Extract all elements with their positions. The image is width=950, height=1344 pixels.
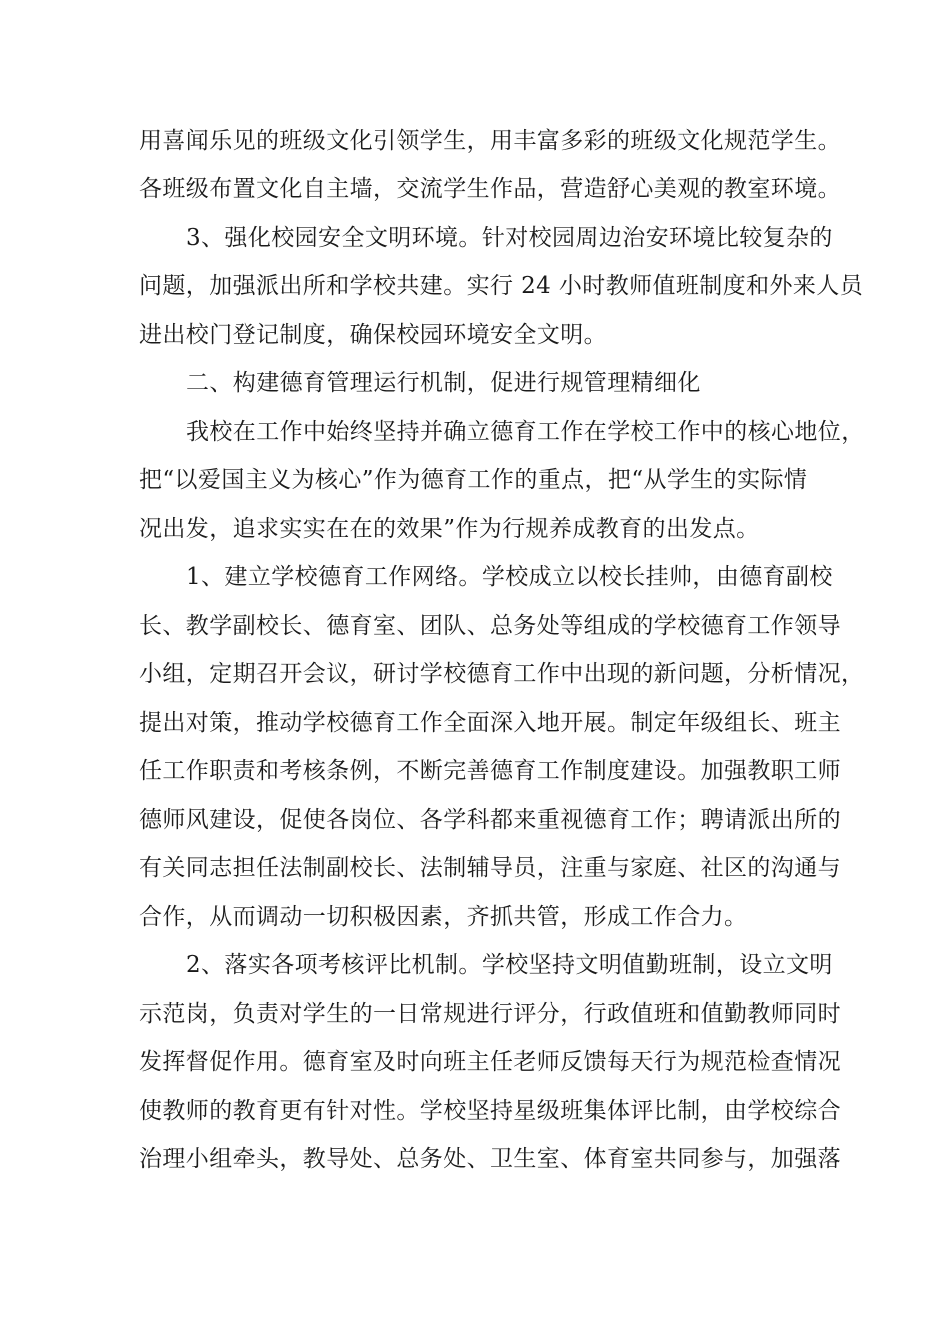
text-line: 治理小组牵头，教导处、总务处、卫生室、体育室共同参与，加强落 [139, 1146, 841, 1172]
text-line: 问题，加强派出所和学校共建。实行 24 小时教师值班制度和外来人员 [139, 273, 864, 299]
paragraph-heading: 1、建立学校德育工作网络。学校成立以校长挂帅，由德育副校 [186, 564, 833, 590]
text-line: 各班级布置文化自主墙，交流学生作品，营造舒心美观的教室环境。 [139, 176, 841, 202]
text-line: 提出对策，推动学校德育工作全面深入地开展。制定年级组长、班主 [139, 710, 841, 736]
text-line: 况出发，追求实实在在的效果”作为行规养成教育的出发点。 [139, 516, 760, 542]
text-line: 任工作职责和考核条例，不断完善德育工作制度建设。加强教职工师 [139, 758, 841, 784]
paragraph-heading: 3、强化校园安全文明环境。针对校园周边治安环境比较复杂的 [186, 225, 833, 251]
section-heading: 二、构建德育管理运行机制，促进行规管理精细化 [186, 370, 701, 396]
text-line: 有关同志担任法制副校长、法制辅导员，注重与家庭、社区的沟通与 [139, 855, 841, 881]
text-line: 示范岗，负责对学生的一日常规进行评分，行政值班和值勤教师同时 [139, 1001, 841, 1027]
text-line: 进出校门登记制度，确保校园环境安全文明。 [139, 322, 607, 348]
paragraph-start: 我校在工作中始终坚持并确立德育工作在学校工作中的核心地位， [186, 419, 865, 445]
text-line: 使教师的教育更有针对性。学校坚持星级班集体评比制，由学校综合 [139, 1098, 841, 1124]
text-line: 长、教学副校长、德育室、团队、总务处等组成的学校德育工作领导 [139, 613, 841, 639]
text-line: 小组，定期召开会议，研讨学校德育工作中出现的新问题，分析情况， [139, 661, 865, 687]
text-line: 把“以爱国主义为核心”作为德育工作的重点，把“从学生的实际情 [139, 467, 808, 493]
text-line: 发挥督促作用。德育室及时向班主任老师反馈每天行为规范检查情况 [139, 1049, 841, 1075]
text-line: 德师风建设，促使各岗位、各学科都来重视德育工作；聘请派出所的 [139, 807, 841, 833]
text-line: 合作，从而调动一切积极因素，齐抓共管，形成工作合力。 [139, 904, 748, 930]
text-line: 用喜闻乐见的班级文化引领学生，用丰富多彩的班级文化规范学生。 [139, 128, 841, 154]
paragraph-heading: 2、落实各项考核评比机制。学校坚持文明值勤班制，设立文明 [186, 952, 833, 978]
